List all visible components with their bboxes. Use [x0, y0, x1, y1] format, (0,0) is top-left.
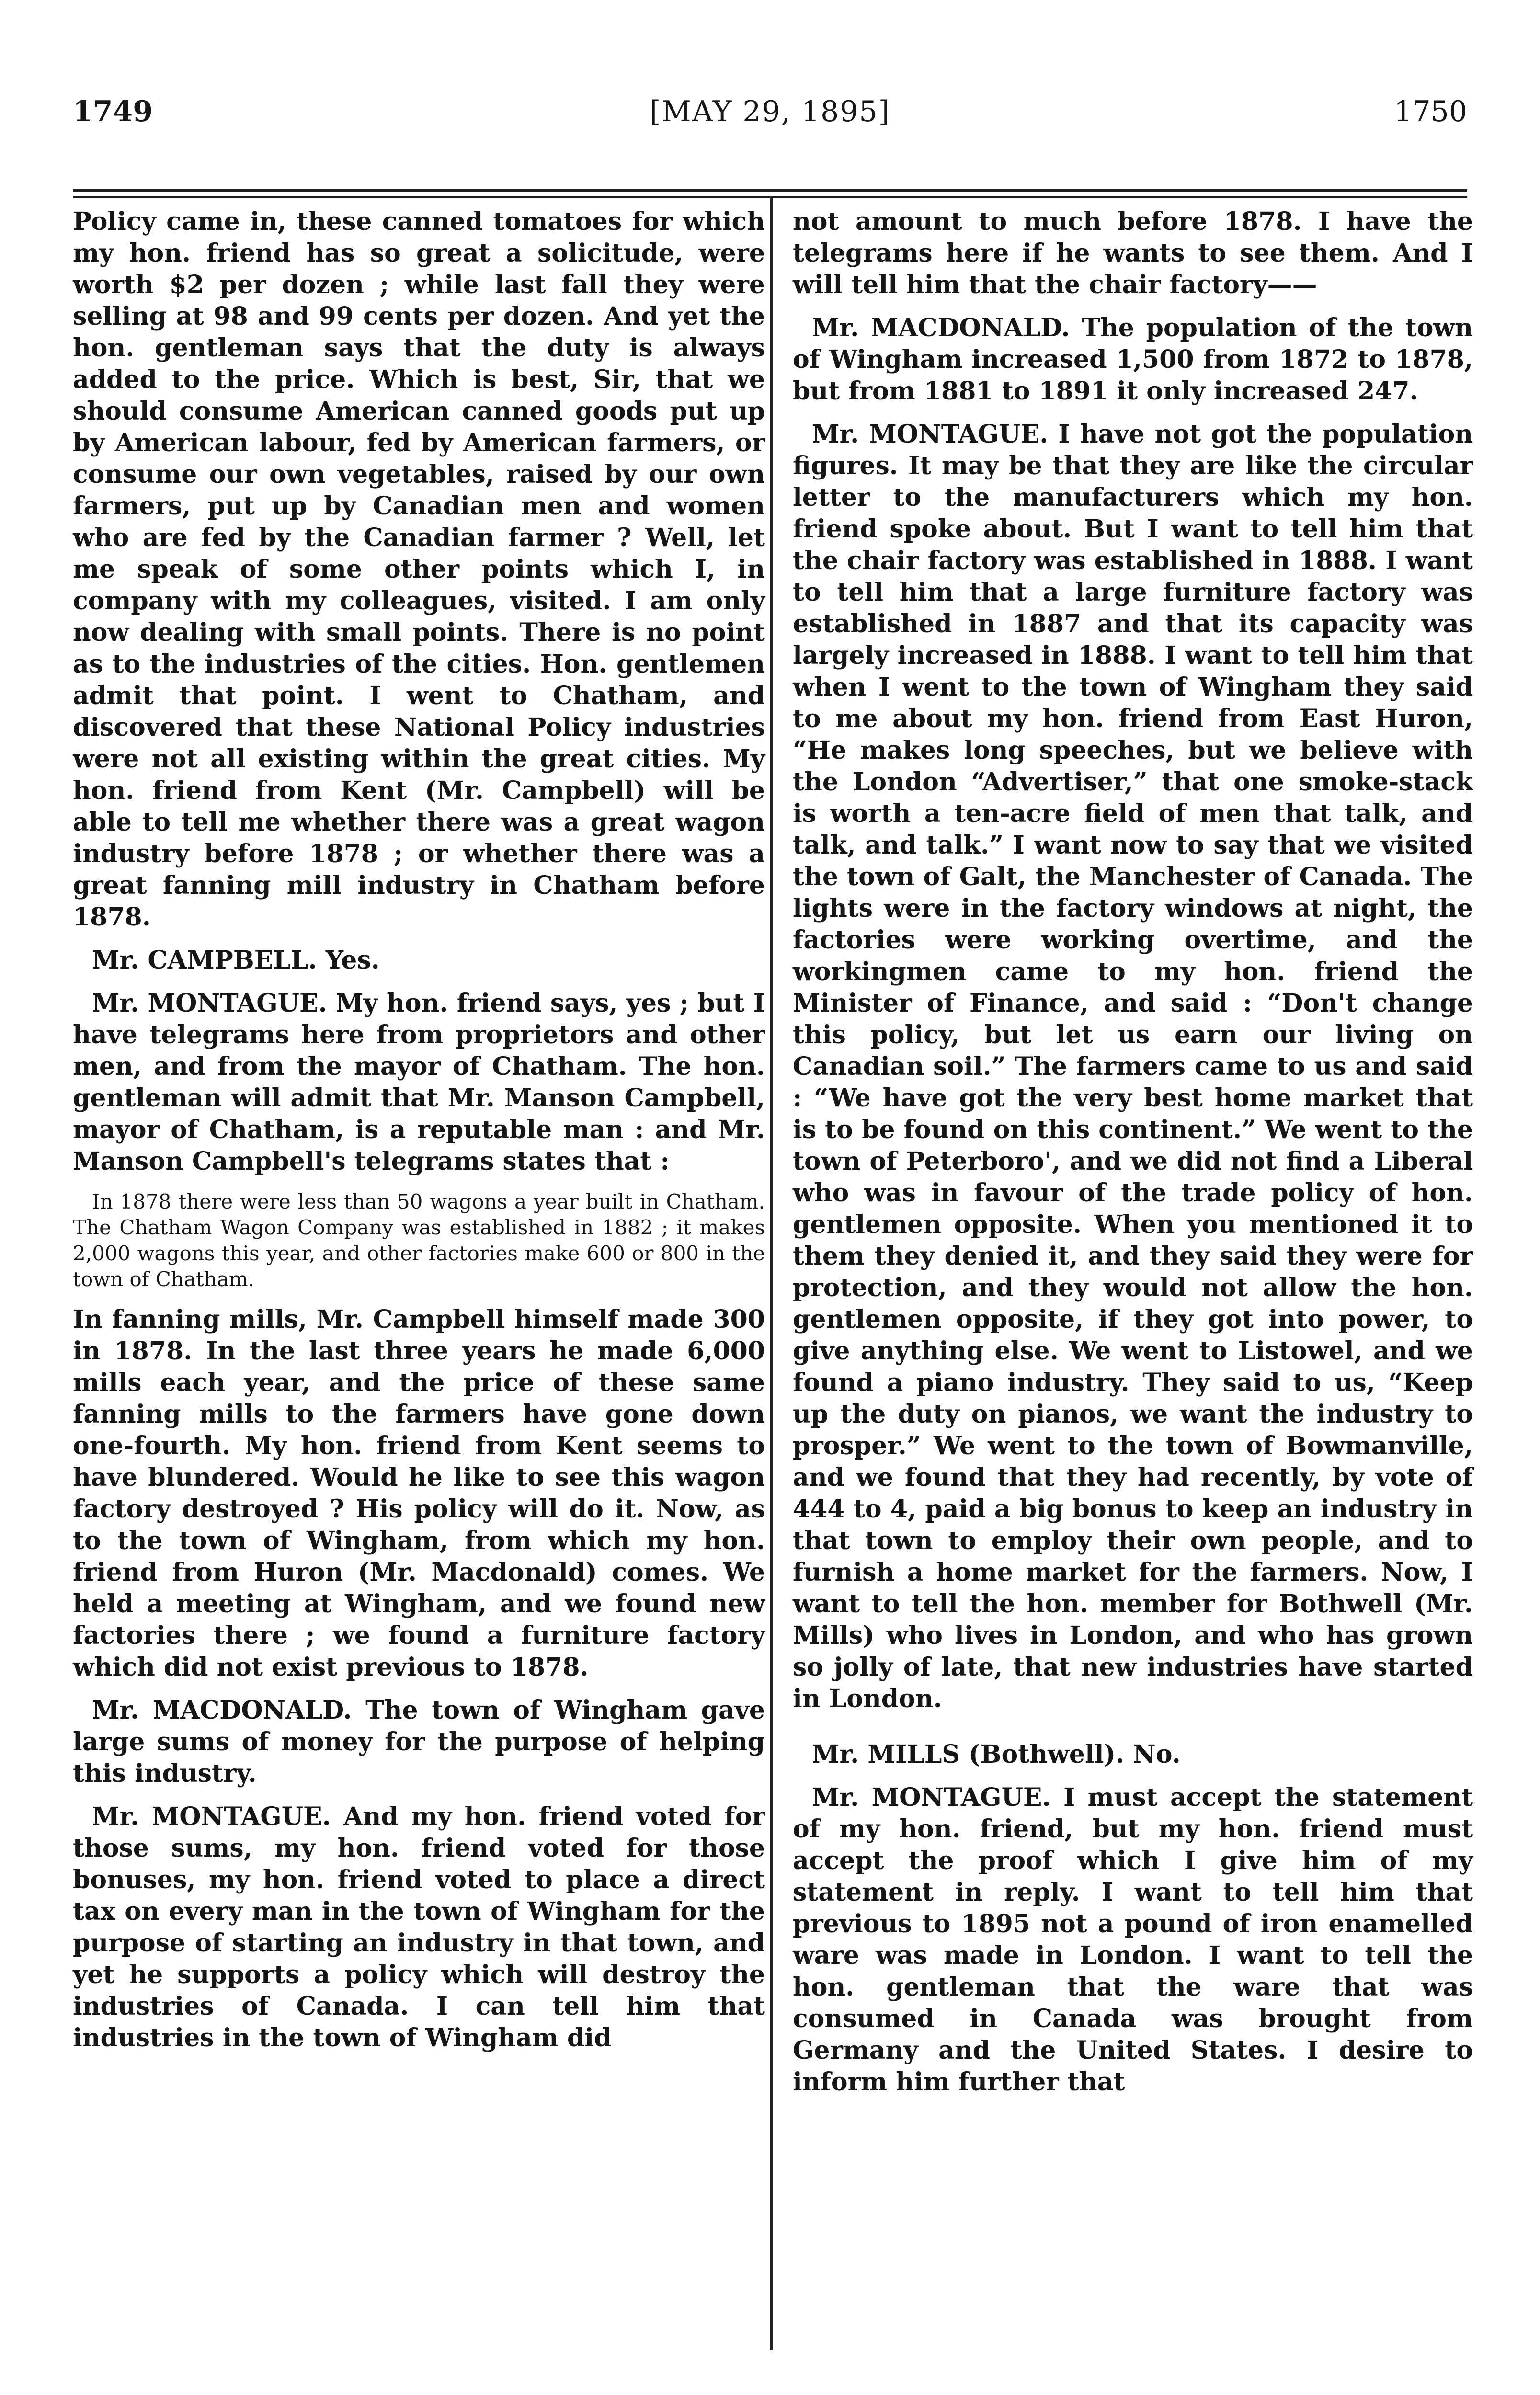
speaker-paragraph: Mr. MONTAGUE. And my hon. friend voted for those sums, my hon. friend voted for those bonuses, my hon. friend voted to place a direct tax on every man in the town of Wingham for the purpose of starting an industry in that town, and yet he supports a policy which will destroy the industries of Canada. I can tell him that industries in the town of Wingham did	[73, 1802, 765, 2053]
speaker-paragraph: Mr. MONTAGUE. My hon. friend says, yes ; but I have telegrams here from proprietors and other men, and from the mayor of Chatham. The hon. gentleman will admit that Mr. Manson Campbell, mayor of Chatham, is a reputable man : and Mr. Manson Campbell's telegrams states that :	[73, 989, 765, 1176]
header-rule-top	[73, 189, 1467, 192]
speaker-paragraph: Mr. MONTAGUE. I have not got the population figures. It may be that they are like the circular letter to the manufacturers which my hon. friend spoke about. But I want to tell him that the chair factory was established in 1888. I want to tell him that a large furniture factory was established in 1887 and that its capacity was largely increased in 1888. I want to tell him that when I went to the town of Wingham they said to me about my hon. friend from East Huron, “He makes long speeches, but we believe with the London “Advertiser,” that one smoke-stack is worth a ten-acre field of men that talk, and talk, and talk.” I want now to say that we visited the town of Galt, the Manchester of Canada. The lights were in the factory windows at night, the factories were working overtime, and the workingmen came to my hon. friend the Minister of Finance, and said : “Don't change this policy, but let us earn our living on Canadian soil.” The farmers came to us and said : “We have got the very best home market that is to be found on this continent.” We went to the town of Peterboro', and we did not find a Liberal who was in favour of the trade policy of hon. gentlemen opposite. When you mentioned it to them they denied it, and they said they were for protection, and they would not allow the hon. gentlemen opposite, if they got into power, to give anything else. We went to Listowel, and we found a piano industry. They said to us, “Keep up the duty on pianos, we want the industry to prosper.” We went to the town of Bowmanville, and we found that they had recently, by vote of 444 to 4, paid a big bonus to keep an industry in that town to employ their own people, and to furnish a home market for the farmers. Now, I want to tell the hon. member for Bothwell (Mr. Mills) who lives in London, and who has grown so jolly of late, that new industries have started in London.	[793, 420, 1473, 1713]
right-column	[793, 206, 1473, 2110]
paragraph: not amount to much before 1878. I have the telegrams here if he wants to see them. And I will tell him that the chair factory——	[793, 207, 1473, 299]
paragraph: In fanning mills, Mr. Campbell himself made 300 in 1878. In the last three years he made 6,000 mills each year, and the price of these same fanning mills to the farmers have gone down one-fourth. My hon. friend from Kent seems to have blundered. Would he like to see this wagon factory destroyed ? His policy will do it. Now, as to the town of Wingham, from which my hon. friend from Huron (Mr. Macdonald) comes. We held a meeting at Wingham, and we found new factories there ; we found a furniture factory which did not exist previous to 1878.	[73, 1305, 765, 1682]
page-number-right: 1750	[1394, 95, 1467, 128]
speaker-paragraph: Mr. MACDONALD. The town of Wingham gave large sums of money for the purpose of helping this industry.	[73, 1696, 765, 1788]
speaker-paragraph: Mr. CAMPBELL. Yes.	[92, 946, 380, 975]
page-number-left: 1749	[73, 95, 153, 128]
paragraph: Policy came in, these canned tomatoes for which my hon. friend has so great a solicitude, were worth $2 per dozen ; while last fall they were selling at 98 and 99 cents per dozen. And yet the hon. gentleman says that the duty is always added to the price. Which is best, Sir, that we should consume American canned goods put up by American labour, fed by American farmers, or consume our own vegetables, raised by our own farmers, put up by Canadian men and women who are fed by the Canadian farmer ? Well, let me speak of some other points which I, in company with my colleagues, visited. I am only now dealing with small points. There is no point as to the industries of the cities. Hon. gentlemen admit that point. I went to Chatham, and discovered that these National Policy industries were not all existing within the great cities. My hon. friend from Kent (Mr. Campbell) will be able to tell me whether there was a great wagon industry before 1878 ; or whether there was a great fanning mill industry in Chatham before 1878.	[73, 207, 765, 932]
speaker-paragraph: Mr. MILLS (Bothwell). No.	[812, 1740, 1181, 1769]
left-column	[73, 206, 765, 2065]
column-divider	[770, 197, 773, 2350]
speaker-paragraph: Mr. MONTAGUE. I must accept the statement of my hon. friend, but my hon. friend must accept the proof which I give him of my statement in reply. I want to tell him that previous to 1895 not a pound of iron enamelled ware was made in London. I want to tell the hon. gentleman that the ware that was consumed in Canada was brought from Germany and the United States. I desire to inform him further that	[793, 1783, 1473, 2097]
speaker-paragraph: Mr. MACDONALD. The population of the town of Wingham increased 1,500 from 1872 to 1878, but from 1881 to 1891 it only increased 247.	[793, 313, 1473, 406]
page-header	[73, 90, 1467, 133]
quoted-telegram: In 1878 there were less than 50 wagons a year built in Chatham. The Chatham Wagon Company was established in 1882 ; it makes 2,000 wagons this year, and other factories make 600 or 800 in the town of Chatham.	[73, 1190, 765, 1291]
page-date: [MAY 29, 1895]	[649, 95, 891, 128]
